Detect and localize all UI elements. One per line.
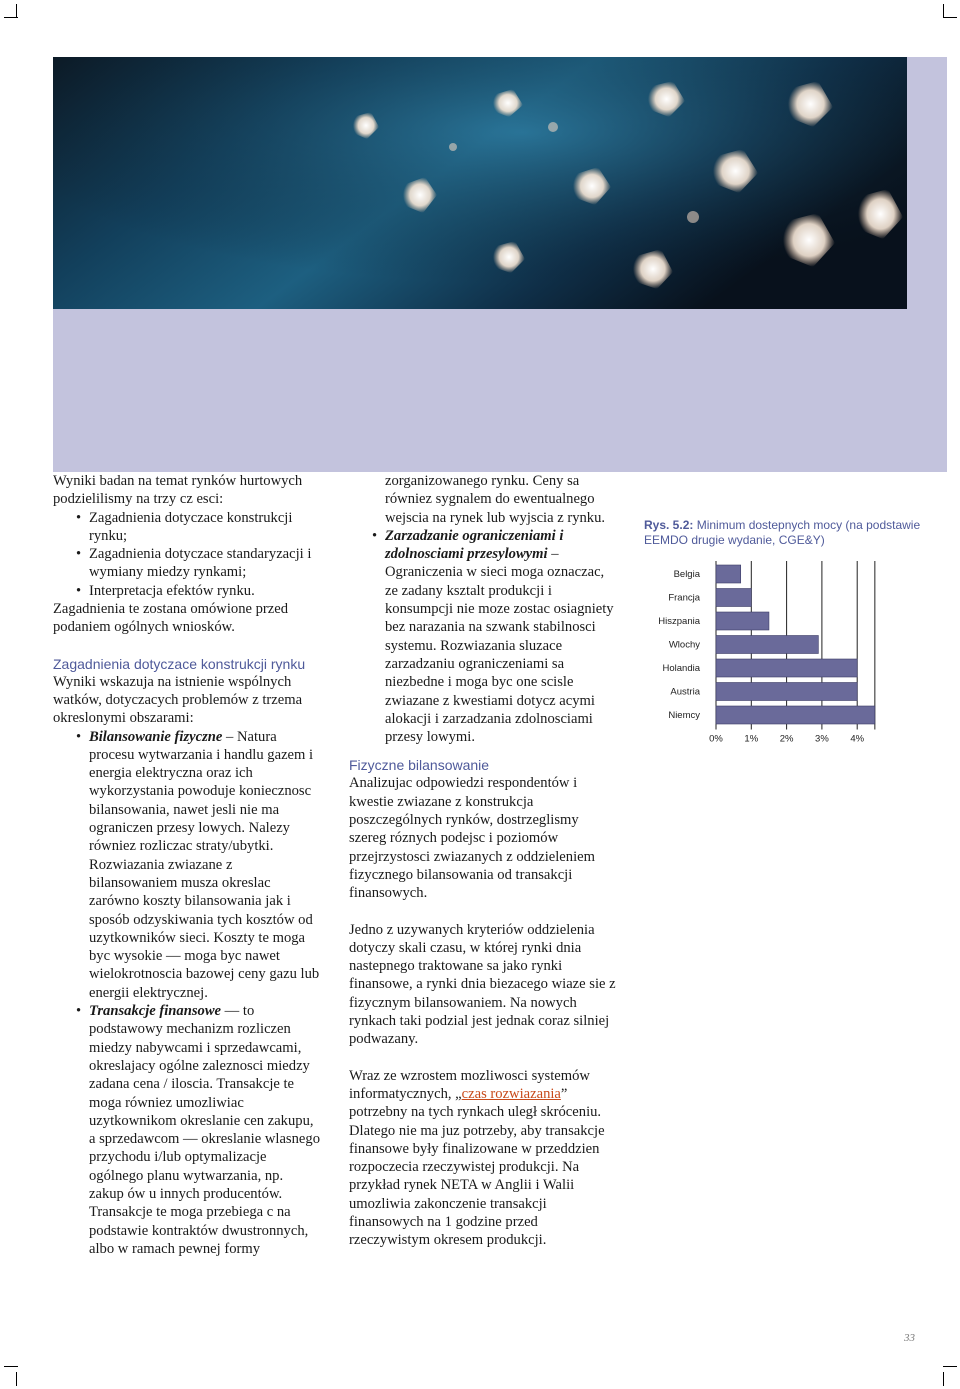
list-item: • Interpretacja efektów rynku. [53, 582, 321, 600]
figure-label: Rys. 5.2: [644, 518, 694, 532]
figure-chart [640, 515, 940, 755]
item-term: Zarzadzanie ograniczeniami i zdolnosciami przesylowymi [385, 527, 564, 563]
item-text: – Ograniczenia w sieci moga oznaczac, ze zadany ksztalt produkcji i konsumpcji nie moze zostac osiagniety bez narazania na szwank stabilnosci systemu. Rozwiazania sluzace zarzadzaniu ograniczeniami sa niezbedne i moga byc one scisle zwiazane z kwestiami dotycz acymi alokacji i zarzadzania zdolnosciami przesy lowymi. [385, 546, 614, 746]
tick-label: 1% [744, 733, 759, 745]
category-label: Francja [668, 592, 700, 604]
tick-label: 4% [850, 733, 865, 745]
section-heading: Zagadnienia dotyczace konstrukcji rynku [53, 655, 306, 672]
intro-paragraph: Wyniki badan na temat rynków hurtowych podzielilismy na trzy cz esci: [53, 473, 303, 508]
tick-label: 0% [709, 733, 723, 745]
topic-list [53, 728, 321, 1259]
bar [716, 659, 857, 677]
paragraph-text: Wraz ze wzrostem mozliwosci systemów informatycznych, „ [349, 1067, 590, 1102]
tick-label: 3% [815, 733, 829, 745]
left-column [53, 472, 321, 1258]
section-heading: Fizyczne bilansowanie [349, 757, 490, 774]
page-number: 33 [904, 1332, 915, 1344]
list-item [53, 728, 321, 1002]
intro-outro: Zagadnienia te zostana omówione przed podaniem ogólnych wniosków. [53, 601, 289, 636]
item-term: Bilansowanie fizyczne [89, 728, 223, 745]
crop-mark [16, 4, 17, 18]
section-intro: Wyniki wskazuja na istnienie wspólnych watków, dotyczacych problemów z trzema okreslonymi obszarami: [53, 673, 303, 727]
category-label: Wlochy [668, 639, 700, 651]
bar [716, 683, 857, 701]
category-label: Austria [670, 686, 700, 698]
list-item: • Zagadnienia dotyczace konstrukcji rynku; [53, 509, 321, 546]
list-item: • Zagadnienia dotyczace standaryzacji i wymiany miedzy rynkami; [53, 545, 321, 582]
bar [716, 636, 818, 654]
bar-chart [640, 515, 940, 755]
crop-mark [4, 1366, 18, 1367]
middle-column [349, 472, 617, 1250]
chart-title-text: Minimum dostepnych mocy (na podstawie EEMDO drugie wydanie, CGE&Y) [644, 518, 921, 547]
bar [716, 565, 741, 583]
crop-mark [943, 17, 957, 18]
crop-mark [16, 1372, 17, 1386]
crop-mark [943, 1366, 957, 1367]
list-item [53, 1002, 321, 1258]
list-item [349, 527, 617, 747]
paragraph: Jedno z uzywanych kryteriów oddzielenia dotyczy skali czasu, w której rynki dnia nastepnego traktowane sa jako rynki finansowe, a rynki dnia biezacego wiaze sie z fizycznym bilansowaniem. Na nowych rynkach taki podzial jest jednak coraz silniej podwazany. [349, 921, 616, 1048]
item-text: — to podstawowy mechanizm rozliczen miedzy nabywcami i sprzedawcami, okreslajacy ogólne zaleznosci miedzy zadana cena / iloscia. Transakcje te moga równiez umozliwiac uzytkownikom okreslanie cen zakupu, a sprzedawcom — okreslanie wlasnego przychodu i/lub optymalizacje ogólnego planu wytwarzania, np. zakup ów u innych producentów. Transakcje te moga przebiega c na podstawie kontraktów dwustronnych, albo w ramach pewnej formy [89, 1003, 320, 1257]
bar [716, 612, 769, 630]
term-link[interactable]: czas rozwiazania [461, 1085, 561, 1102]
bar [716, 706, 875, 724]
crop-mark [943, 1372, 944, 1386]
category-label: Niemcy [668, 710, 700, 721]
tick-label: 2% [779, 733, 794, 745]
category-label: Holandia [662, 663, 700, 674]
item-term: Transakcje finansowe [89, 1003, 222, 1020]
crop-mark [4, 17, 18, 18]
topic-list-continued [349, 527, 617, 747]
item-text: – Natura procesu wytwarzania i handlu gazem i energia elektryczna oraz ich wykorzystania powoduje koniecznosc bilansowania, nawet jesli nie ma ograniczen przesy lowych. Nalezy równiez rozliczac straty/ubytki. Rozwiazania zwiazane z bilansowaniem musza okreslac zarówno koszty bilansowania jak i sposób odzyskiwania tych kosztów od uzytkowników sieci. Koszty te moga byc wysokie — moga byc nawet wielokrotnoscia bazowej ceny gazu lub energii elektrycznej. [89, 728, 320, 1001]
continuation-paragraph: zorganizowanego rynku. Ceny sa równiez sygnalem do ewentualnego wejscia na rynek lub wyjscia z rynku. [385, 473, 606, 526]
crop-mark [943, 4, 944, 18]
paragraph: Analizujac odpowiedzi respondentów i kwestie zwiazane z konstrukcja poszczególnych rynków, dostrzeglismy szereg róznych podejsc i poziomów przejrzystosci zwiazanych z oddzieleniem fizycznego bilansowania od transakcji finansowych. [349, 775, 595, 902]
paragraph [349, 1067, 617, 1250]
category-label: Hiszpania [658, 616, 700, 627]
paragraph-text: ” potrzebny na tych rynkach uległ skróceniu. Dlatego nie ma juz potrzeby, aby transakcje finansowe były finalizowane w przeddzien rozpoczecia rzeczywistej produkcji. Na przykład rynek NETA w Anglii i Walii umozliwia zakonczenie transakcji finansowych na 1 godzine przed rzeczywistym okresem produkcji. [349, 1085, 605, 1249]
category-label: Belgia [673, 569, 700, 580]
bar [716, 589, 751, 607]
header-photo [53, 57, 907, 309]
intro-list [53, 509, 321, 600]
